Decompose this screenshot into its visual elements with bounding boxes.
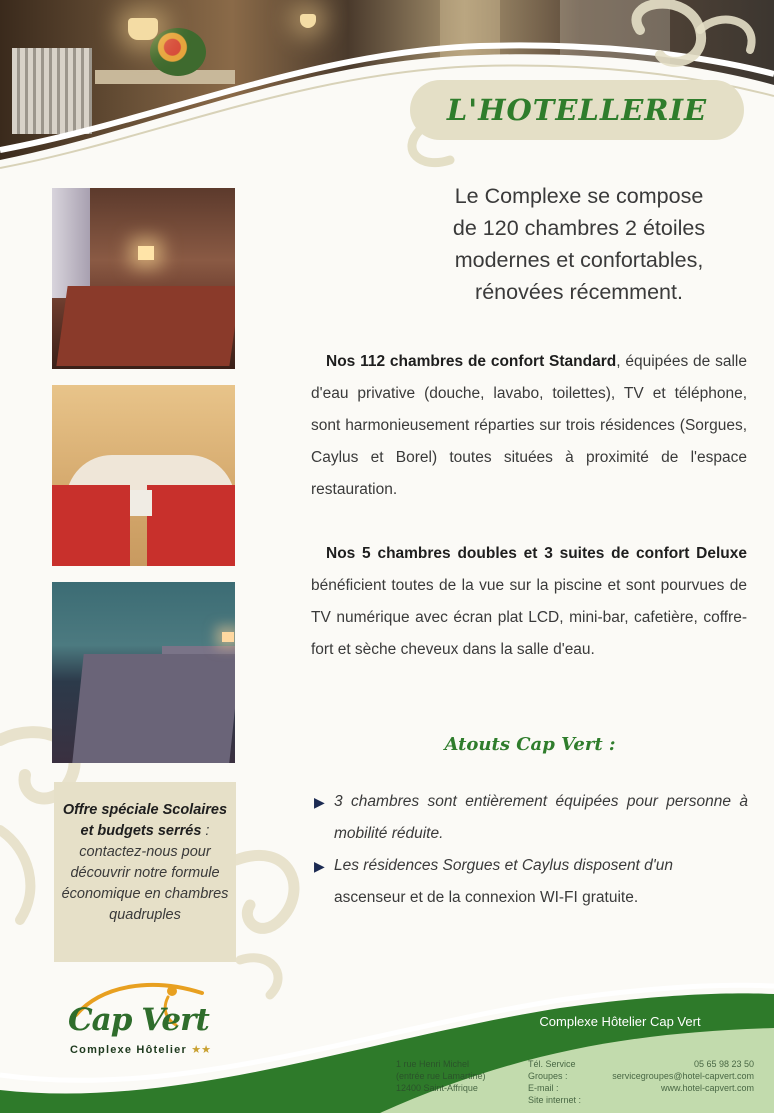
deluxe-rooms-lead: Nos 5 chambres doubles et 3 suites de confort Deluxe: [326, 545, 747, 562]
footer-title: Complexe Hôtelier Cap Vert: [539, 1014, 701, 1029]
intro-line: modernes et confortables,: [454, 248, 704, 272]
standard-rooms-lead: Nos 112 chambres de confort Standard: [326, 353, 617, 370]
email-link[interactable]: servicegroupes@hotel-capvert.com: [612, 1071, 754, 1081]
logo-subtitle-text: Complexe Hôtelier: [70, 1044, 187, 1056]
address-line: 1 rue Henri Michel: [396, 1059, 470, 1069]
standard-rooms-text: , équipées de salle d'eau privative (douche, lavabo, toilettes), TV et téléphone, sont harmonieusement réparties sur trois résidences (Sorgues, Caylus et Borel) toutes situées à proximité de l'espace restauration.: [311, 353, 747, 498]
atout-text: Les résidences Sorgues et Caylus disposent d'un: [334, 857, 673, 874]
standard-rooms-paragraph: [311, 346, 747, 506]
room-photo-twin-grey: [52, 582, 235, 763]
contact-label: E-mail :: [528, 1083, 559, 1093]
arrow-right-icon: ▶: [314, 858, 325, 874]
atout-text-plain: ascenseur et de la connexion WI-FI gratuite.: [334, 889, 639, 906]
star-icon: ★★: [191, 1044, 211, 1056]
logo-name: Cap Vert: [68, 1002, 209, 1038]
intro-line: Le Complexe se compose: [454, 184, 704, 208]
footer-contact-labels: [528, 1058, 598, 1106]
contact-label: Tél. Service Groupes :: [528, 1059, 576, 1081]
logo-subtitle: [70, 1043, 230, 1056]
special-offer-body: : contactez-nous pour découvrir notre formule économique en chambres quadruples: [61, 823, 229, 923]
room-photo-twin-red: [52, 385, 235, 566]
phone-value: 05 65 98 23 50: [693, 1059, 754, 1069]
deluxe-rooms-text: bénéficient toutes de la vue sur la piscine et sont pourvues de TV numérique avec écran plat LCD, mini-bar, cafetière, coffre-fort et sèche cheveux dans la salle d'eau.: [311, 577, 747, 658]
special-offer-strong: Offre spéciale Scolaires et budgets serrés: [62, 802, 228, 839]
address-line: 12400 Saint-Affrique: [396, 1083, 478, 1093]
footer-address: [396, 1058, 516, 1094]
arrow-right-icon: ▶: [314, 794, 325, 810]
page-title: L'HOTELLERIE: [446, 93, 708, 127]
intro-line: de 120 chambres 2 étoiles: [452, 216, 706, 240]
website-link[interactable]: www.hotel-capvert.com: [660, 1083, 754, 1093]
footer-contact-values: [594, 1058, 754, 1094]
address-line: (entrée rue Lamartine): [396, 1071, 486, 1081]
atouts-title: Atouts Cap Vert :: [444, 734, 616, 755]
contact-label: Site internet :: [528, 1095, 582, 1105]
atout-text: 3 chambres sont entièrement équipées pour personne à mobilité réduite.: [334, 793, 748, 842]
atout-item: [314, 850, 748, 914]
room-photo-double: [52, 188, 235, 369]
special-offer-text: [60, 800, 230, 926]
atout-item: [314, 786, 748, 850]
deluxe-rooms-paragraph: [311, 538, 747, 666]
intro-text: [420, 180, 738, 308]
intro-line: rénovées récemment.: [475, 280, 683, 304]
